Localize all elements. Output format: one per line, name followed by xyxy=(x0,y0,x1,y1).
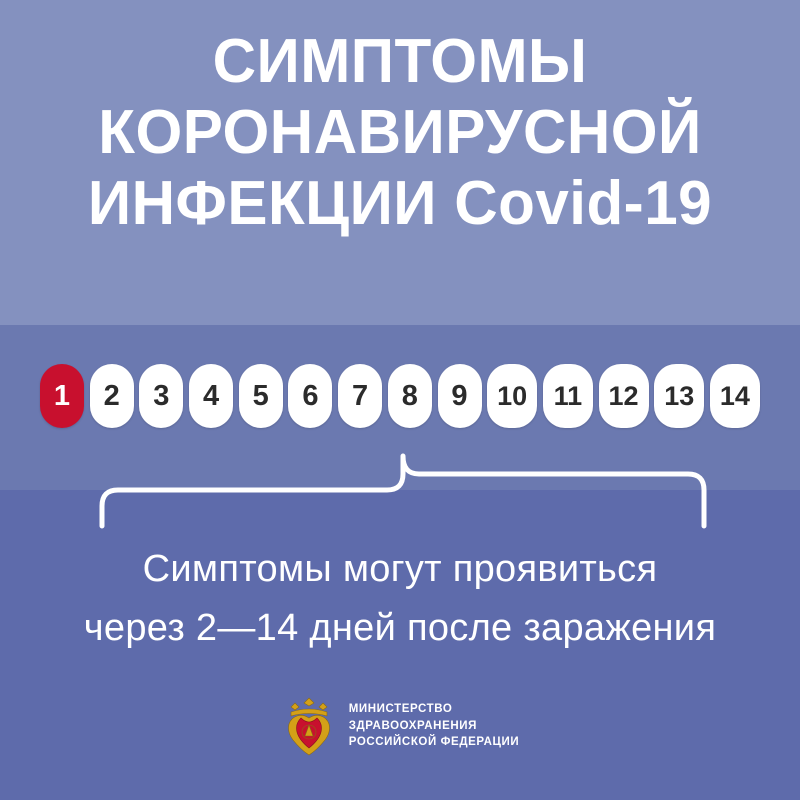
ministry-line-1: МИНИСТЕРСТВО xyxy=(348,702,453,715)
title-line-3-prefix: ИНФЕКЦИИ xyxy=(87,169,455,239)
day-pill-1: 1 xyxy=(40,364,84,428)
day-pill-3: 3 xyxy=(139,364,183,428)
footer-branding xyxy=(0,694,800,758)
day-pill-5: 5 xyxy=(239,364,283,428)
ministry-name xyxy=(349,701,520,751)
caption-line-2: через 2—14 дней после заражения xyxy=(83,606,717,649)
title-line-3 xyxy=(12,169,788,239)
day-pill-6: 6 xyxy=(288,364,332,428)
day-scale xyxy=(40,364,760,428)
day-pill-9: 9 xyxy=(438,364,482,428)
title-line-3-suffix: Covid-19 xyxy=(454,169,713,239)
ministry-line-3: РОССИЙСКОЙ ФЕДЕРАЦИИ xyxy=(348,736,520,749)
day-pill-14: 14 xyxy=(710,364,760,428)
title-line-1: СИМПТОМЫ xyxy=(212,27,588,96)
page-title xyxy=(0,27,800,239)
caption-text xyxy=(0,540,800,658)
ministry-line-2: ЗДРАВООХРАНЕНИЯ xyxy=(348,719,477,732)
caption-line-1: Симптомы могут проявиться xyxy=(142,548,658,590)
day-pill-8: 8 xyxy=(388,364,432,428)
day-pill-7: 7 xyxy=(338,364,382,428)
title-line-2: КОРОНАВИРУСНОЙ xyxy=(98,98,702,168)
russian-coat-of-arms-icon xyxy=(281,694,337,758)
day-pill-10: 10 xyxy=(487,364,537,428)
day-pill-4: 4 xyxy=(189,364,233,428)
day-pill-2: 2 xyxy=(90,364,134,428)
day-pill-11: 11 xyxy=(543,364,593,428)
day-pill-13: 13 xyxy=(654,364,704,428)
day-pill-12: 12 xyxy=(599,364,649,428)
brace-icon xyxy=(98,450,708,530)
